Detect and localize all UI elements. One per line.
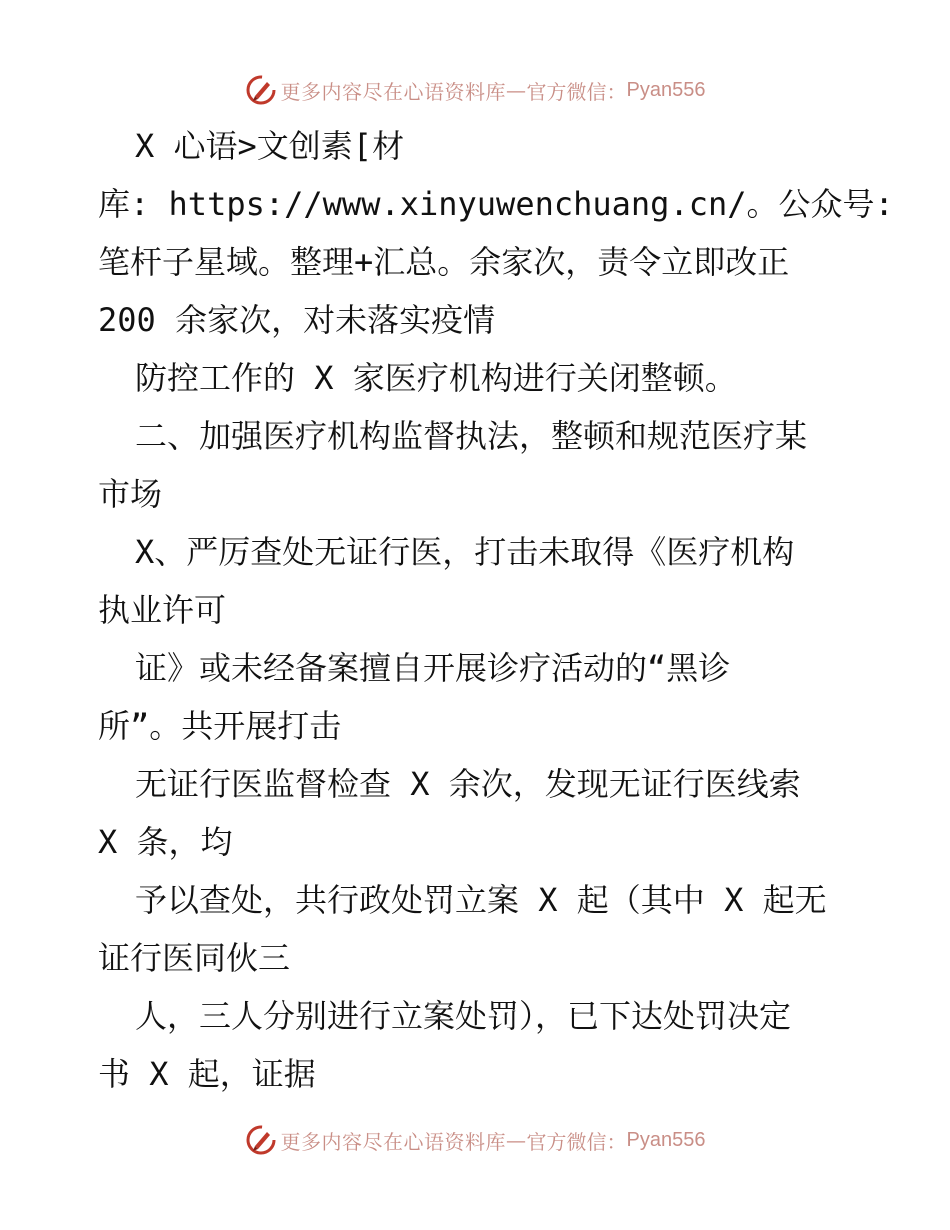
banner-separator: — — [506, 78, 527, 102]
pen-logo-icon — [245, 74, 277, 106]
banner-brand-text: 更多内容尽在心语资料库 — [280, 79, 507, 104]
body-line: 人，三人分别进行立案处罚），已下达处罚决定 — [135, 997, 792, 1035]
body-line: 书 X 起，证据 — [98, 1055, 316, 1093]
body-line: 200 余家次，对未落实疫情 — [98, 301, 496, 339]
header-banner — [0, 70, 950, 110]
body-line: X、严厉查处无证行医，打击未取得《医疗机构 — [135, 533, 795, 571]
banner-separator: — — [506, 1128, 527, 1152]
body-line: 所”。共开展打击 — [98, 707, 342, 745]
body-line: 防控工作的 X 家医疗机构进行关闭整顿。 — [135, 359, 737, 397]
banner-contact-id: Pyan556 — [626, 1128, 706, 1151]
body-line: X 心语>文创素[材 — [135, 127, 405, 165]
body-line: 笔杆子星域。整理+汇总。余家次，责令立即改正 — [98, 243, 790, 281]
body-line: 无证行医监督检查 X 余次，发现无证行医线索 — [135, 765, 801, 803]
body-line: X 条，均 — [98, 823, 233, 861]
banner-brand-text: 更多内容尽在心语资料库 — [280, 1129, 507, 1154]
footer-banner — [0, 1120, 950, 1160]
banner-contact-label: 官方微信： — [526, 79, 627, 104]
banner-contact-id: Pyan556 — [626, 78, 706, 101]
body-line: 库: https://www.xinyuwenchuang.cn/。公众号: — [98, 185, 894, 223]
body-line: 证行医同伙三 — [98, 939, 291, 977]
body-line: 证》或未经备案擅自开展诊疗活动的“黑诊 — [135, 649, 731, 687]
banner-contact-label: 官方微信： — [526, 1129, 627, 1154]
body-line: 执业许可 — [98, 591, 227, 629]
body-line: 二、加强医疗机构监督执法，整顿和规范医疗某 — [135, 417, 808, 455]
body-line: 市场 — [98, 475, 163, 513]
pen-logo-icon — [245, 1124, 277, 1156]
body-line: 予以查处，共行政处罚立案 X 起（其中 X 起无 — [135, 881, 827, 919]
